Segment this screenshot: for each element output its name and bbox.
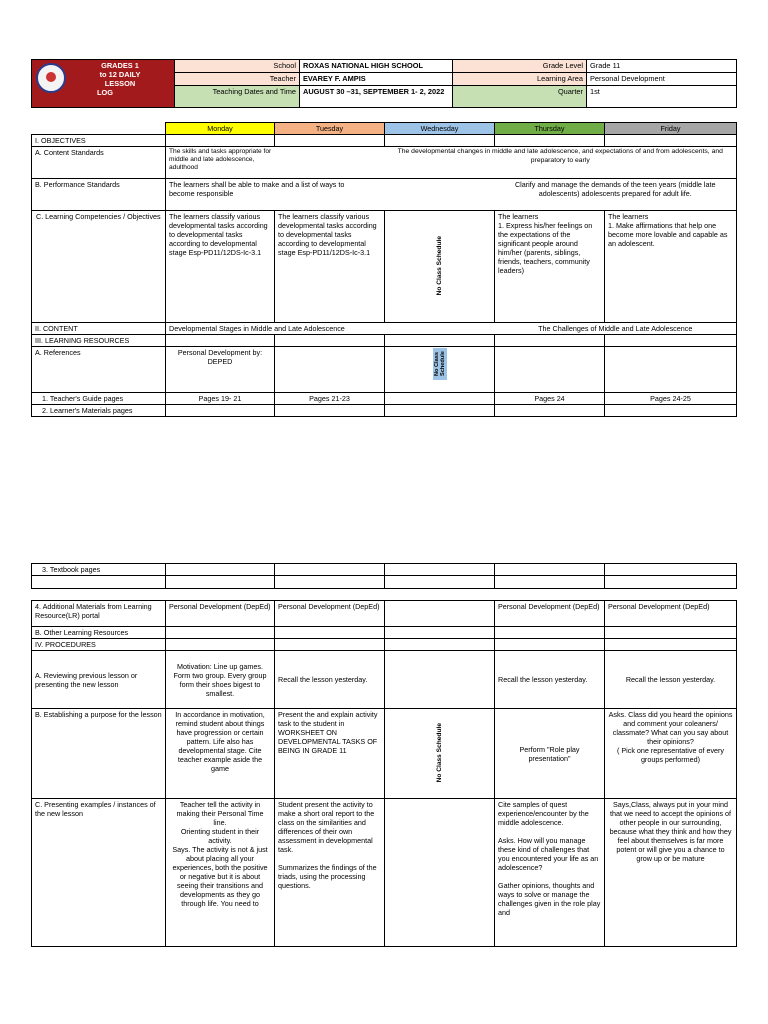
tg-tuesday: Pages 21-23 xyxy=(275,393,385,405)
purpose-monday: In accordance in motivation, remind student about things have progression or certain pattern. Life also has developmental stage. Cite teacher example aside the game xyxy=(166,709,275,799)
purpose-friday: Asks. Class did you heard the opinions and comment your coleaners/ classmate? What can you say about their opinions? ( Pick one representative of every groups performed) xyxy=(605,709,737,799)
deped-seal-icon xyxy=(36,63,66,93)
resources-heading: III. LEARNING RESOURCES xyxy=(32,335,166,347)
title-line-3: LESSON xyxy=(104,79,136,88)
competencies-label: C. Learning Competencies / Objectives xyxy=(32,211,166,323)
school-label: School xyxy=(175,60,300,73)
content-monday: Developmental Stages in Middle and Late Adolescence xyxy=(166,323,495,335)
other-resources-label: B. Other Learning Resources xyxy=(32,627,166,639)
no-class-short-label: No Class Schedule xyxy=(433,351,446,377)
dates-label: Teaching Dates and Time xyxy=(175,86,300,108)
performance-standards-thursday: Clarify and manage the demands of the teen years (middle late adolescents) adolescents prepared for adult life. xyxy=(495,179,737,211)
content-label: II. CONTENT xyxy=(32,323,166,335)
purpose-wednesday xyxy=(385,709,495,799)
procedures-heading: IV. PROCEDURES xyxy=(32,639,166,651)
additional-materials-label: 4. Additional Materials from Learning Resource(LR) portal xyxy=(32,601,166,627)
purpose-thursday: Perform "Role play presentation" xyxy=(495,709,605,799)
day-thursday: Thursday xyxy=(495,123,605,135)
lesson-table-part-2 xyxy=(31,563,737,589)
competencies-wednesday xyxy=(385,211,495,323)
additional-thursday: Personal Development (DepEd) xyxy=(495,601,605,627)
competencies-thursday: The learners 1. Express his/her feelings on the expectations of the significant people around him/her (parents, siblings, friends, teachers, community leaders) xyxy=(495,211,605,323)
content-standards-monday: The skills and tasks appropriate for middle and late adolescence, adulthood xyxy=(166,147,385,179)
content-thursday: The Challenges of Middle and Late Adolescence xyxy=(495,323,737,335)
day-wednesday: Wednesday xyxy=(385,123,495,135)
additional-friday: Personal Development (DepEd) xyxy=(605,601,737,627)
no-class-label: No Class Schedule xyxy=(436,235,443,296)
day-monday: Monday xyxy=(166,123,275,135)
title-line-4: LOG xyxy=(97,88,114,97)
reviewing-label: A. Reviewing previous lesson or presenting the new lesson xyxy=(32,651,166,709)
purpose-label: B. Establishing a purpose for the lesson xyxy=(32,709,166,799)
purpose-tuesday: Present the and explain activity task to the student in WORKSHEET ON DEVELOPMENTAL TASKS OF BEING IN GRADE 11 xyxy=(275,709,385,799)
teachers-guide-label: 1. Teacher's Guide pages xyxy=(32,393,166,405)
learning-area-label: Learning Area xyxy=(453,73,587,86)
tg-monday: Pages 19- 21 xyxy=(166,393,275,405)
quarter-label: Quarter xyxy=(453,86,587,108)
dates-value: AUGUST 30 –31, SEPTEMBER 1- 2, 2022 xyxy=(300,86,453,108)
school-value: ROXAS NATIONAL HIGH SCHOOL xyxy=(300,60,453,73)
references-label: A. References xyxy=(32,347,166,393)
additional-tuesday: Personal Development (DepEd) xyxy=(275,601,385,627)
day-friday: Friday xyxy=(605,123,737,135)
presenting-friday: Says,Class, always put in your mind that we need to accept the opinions of other people in our surrounding, because what they think and how they feel about themselves is far more potent or will give you a chance to grow up or be mature xyxy=(605,799,737,947)
lesson-table-part-3 xyxy=(31,600,737,947)
references-wednesday xyxy=(385,347,495,393)
reviewing-thursday: Recall the lesson yesterday. xyxy=(495,651,605,709)
additional-monday: Personal Development (DepEd) xyxy=(166,601,275,627)
performance-standards-label: B. Performance Standards xyxy=(32,179,166,211)
tg-friday: Pages 24-25 xyxy=(605,393,737,405)
grade-level-label: Grade Level xyxy=(453,60,587,73)
header-table xyxy=(31,59,737,108)
title-line-1: GRADES 1 xyxy=(101,61,139,70)
textbook-label: 3. Textbook pages xyxy=(32,564,166,576)
competencies-tuesday: The learners classify various developmental tasks according to developmental tasks according to developmental stage Esp-PD11/12DS-Ic-3.1 xyxy=(275,211,385,323)
presenting-thursday: Cite samples of quest experience/encounter by the middle adolescence. Asks. How will you manage these kind of challenges that you encountered your life as an adolescence? Gather opinions, thoughts and ways to solve or manage the challenges given in the role play and xyxy=(495,799,605,947)
performance-standards-monday: The learners shall be able to make and a list of ways to become responsible xyxy=(166,179,495,211)
quarter-value: 1st xyxy=(587,86,737,108)
content-standards-label: A. Content Standards xyxy=(32,147,166,179)
title-line-2: to 12 DAILY xyxy=(99,70,141,79)
teacher-label: Teacher xyxy=(175,73,300,86)
reviewing-monday: Motivation: Line up games. Form two group. Every group form their shoes bigest to smallest. xyxy=(166,651,275,709)
tg-thursday: Pages 24 xyxy=(495,393,605,405)
objectives-heading: I. OBJECTIVES xyxy=(32,135,166,147)
competencies-friday: The learners 1. Make affirmations that help one become more lovable and capable as an adolescent. xyxy=(605,211,737,323)
content-standards-thursday: The developmental changes in middle and late adolescence, and expectations of and from adolescents, and preparatory to early xyxy=(385,147,737,179)
learning-area-value: Personal Development xyxy=(587,73,737,86)
teacher-value: EVAREY F. AMPIS xyxy=(300,73,453,86)
competencies-monday: The learners classify various developmental tasks according to developmental tasks according to developmental stage Esp-PD11/12DS-Ic-3.1 xyxy=(166,211,275,323)
lesson-table-part-1 xyxy=(31,122,737,417)
reviewing-tuesday: Recall the lesson yesterday. xyxy=(275,651,385,709)
presenting-label: C. Presenting examples / instances of the new lesson xyxy=(32,799,166,947)
presenting-monday: Teacher tell the activity in making their Personal Time line. Orienting student in their activity. Says. The activity is not & just about placing all your experiences, both the positive or negative but it is about seeing their transitions and developments as they go through life. You need to xyxy=(166,799,275,947)
deped-logo-block xyxy=(32,60,175,108)
day-tuesday: Tuesday xyxy=(275,123,385,135)
learners-materials-label: 2. Learner's Materials pages xyxy=(32,405,166,417)
days-header-blank xyxy=(32,123,166,135)
grade-level-value: Grade 11 xyxy=(587,60,737,73)
references-monday: Personal Development by: DEPED xyxy=(166,347,275,393)
presenting-tuesday: Student present the activity to make a short oral report to the class on the similarities and differences of their own assessment in developmental task. Summarizes the findings of the triads, using the processing questions. xyxy=(275,799,385,947)
no-class-label-2: No Class Schedule xyxy=(436,722,443,783)
reviewing-friday: Recall the lesson yesterday. xyxy=(605,651,737,709)
